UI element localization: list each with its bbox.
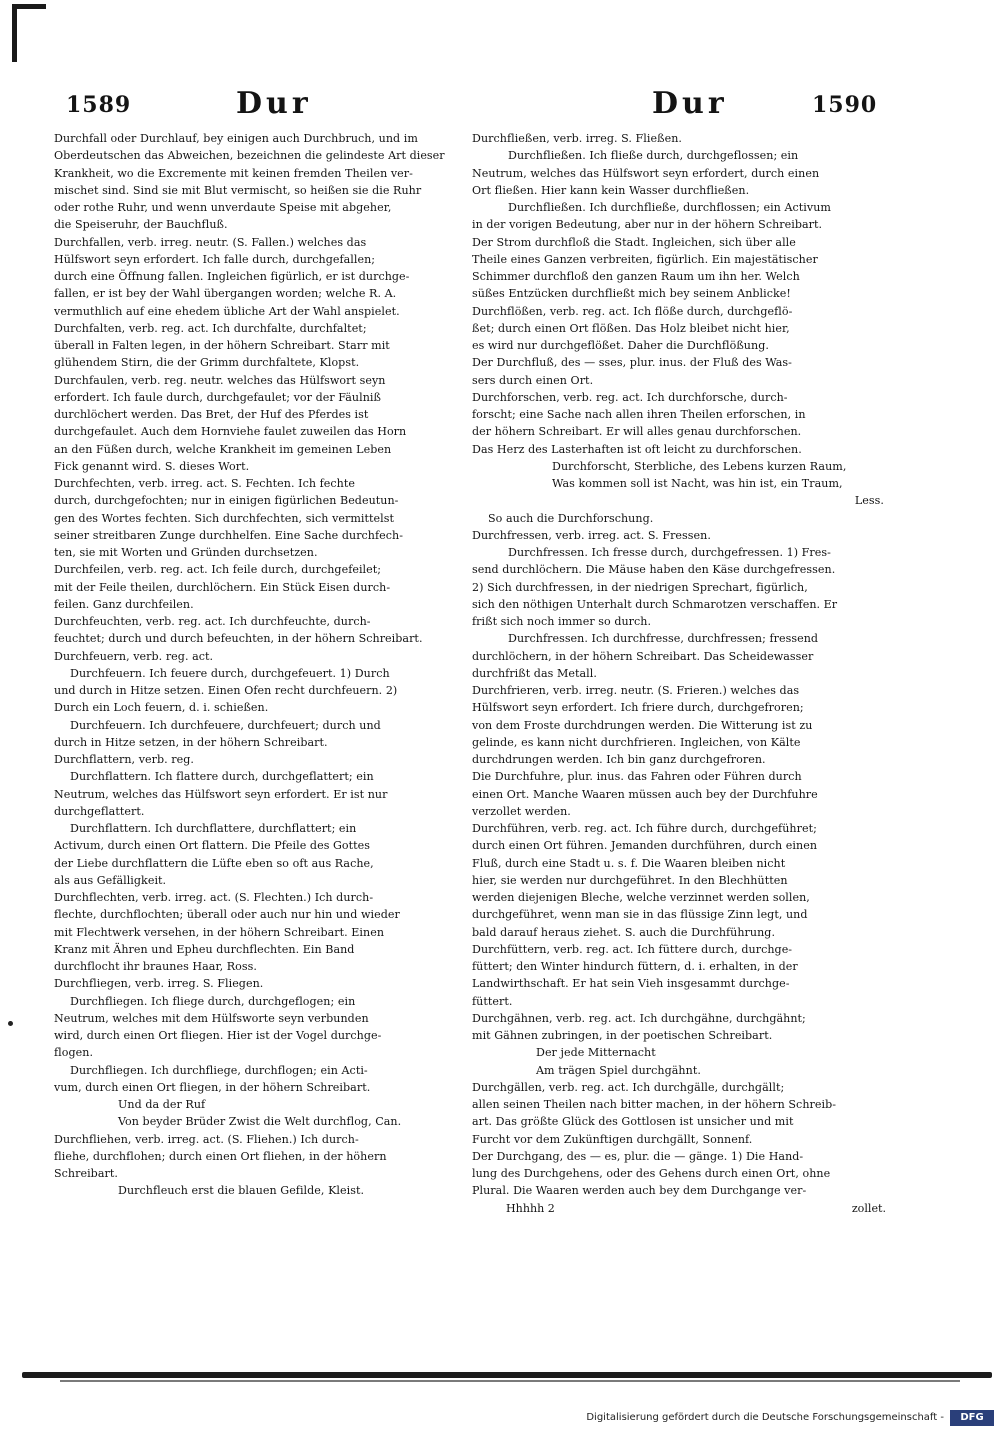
text-line: süßes Entzücken durchfließt mich bey seinem Anblicke! [472,287,791,301]
quote-line: Durchfleuch erst die blauen Gefilde, Kleist. [118,1184,365,1198]
text-line: seiner streitbaren Zunge durchhelfen. Eine Sache durchfech- [54,528,404,542]
text-line: als aus Gefälligkeit. [54,873,167,887]
text-line: flechte, durchflochten; überall oder auch nur hin und wieder [54,908,400,922]
text-line: gelinde, es kann nicht durchfrieren. Ingleichen, von Kälte [472,735,801,749]
text-line: mischet sind. Sind sie mit Blut vermischt, so heißen sie die Ruhr [54,183,422,197]
dfg-logo: DFG [950,1410,994,1426]
funding-credit: Digitalisierung gefördert durch die Deutsche Forschungsgemeinschaft - [586,1412,944,1423]
text-line: Schimmer durchfloß den ganzen Raum um ihn her. Welch [472,270,800,283]
text-line: mit Gähnen zubringen, in der poetischen Schreibart. [472,1029,773,1042]
entry-headword-line: Die Durchfuhre, plur. inus. das Fahren oder Führen durch [472,770,802,784]
text-line: durchgeführet, wenn man sie in das flüssige Zinn legt, und [472,908,808,922]
sub-entry-line: Durchflattern. Ich durchflattere, durchflattert; ein [70,822,357,835]
text-line: ßet; durch einen Ort flößen. Das Holz bleibet nicht hier, [472,321,790,335]
entry-headword-line: Durchfalten, verb. reg. act. Ich durchfalte, durchfaltet; [54,321,367,335]
text-line: feuchtet; durch und durch befeuchten, in der höhern Schreibart. [54,632,423,646]
text-line: 2) Sich durchfressen, in der niedrigen Sprechart, figürlich, [472,580,808,594]
text-line: erfordert. Ich faule durch, durchgefaulet; vor der Fäulniß [54,390,381,404]
text-line: durch, durchgefochten; nur in einigen figürlichen Bedeutun- [54,494,399,508]
text-line: gen des Wortes fechten. Sich durchfechten, sich vermittelst [54,511,394,525]
quote-line: Von beyder Brüder Zwist die Welt durchflog, Can. [118,1115,402,1129]
entry-headword-line: Durchfrieren, verb. irreg. neutr. (S. Frieren.) welches das [472,684,800,697]
text-line: Hülfswort seyn erfordert. Ich falle durch, durchgefallen; [54,252,376,266]
entry-headword-line: Durchfallen, verb. irreg. neutr. (S. Fallen.) welches das [54,235,367,249]
right-page-number: 1590 [812,92,878,118]
corner-mark-horizontal [12,4,46,9]
text-line: Krankheit, wo die Excremente mit keinen fremden Theilen ver- [54,166,413,180]
text-line: Fluß, durch eine Stadt u. s. f. Die Waaren bleiben nicht [472,856,786,870]
text-line: von dem Froste durchdrungen werden. Die Witterung ist zu [472,718,813,732]
entry-headword-line: Durchflechten, verb. irreg. act. (S. Flechten.) Ich durch- [54,891,374,904]
text-line: Theile eines Ganzen verbreiten, figürlich. Ein majestätischer [472,252,818,266]
text-line: Das Herz des Lasterhaften ist oft leicht zu durchforschen. [472,442,802,456]
text-line: der höhern Schreibart. Er will alles genau durchforschen. [472,425,802,439]
text-line: fallen, er ist bey der Wahl übergangen worden; welche R. A. [54,287,397,301]
text-line: Der Strom durchfloß die Stadt. Ingleichen, sich über alle [472,235,796,249]
text-line: in der vorigen Bedeutung, aber nur in der höhern Schreibart. [472,218,823,232]
signature-mark: Hhhhh 2 [506,1202,555,1215]
entry-headword-line: Durchfliegen, verb. irreg. S. Fliegen. [54,977,264,991]
entry-headword-line: Der Durchgang, des — es, plur. die — gänge. 1) Die Hand- [472,1149,804,1163]
text-line: ten, sie mit Worten und Gründen durchsetzen. [54,546,318,559]
catchword: zollet. [851,1202,886,1215]
entry-headword-line: Durchgällen, verb. reg. act. Ich durchgälle, durchgällt; [472,1080,785,1094]
entry-headword-line: Durchfüttern, verb. reg. act. Ich füttere durch, durchge- [472,942,793,956]
page-header [0,86,1000,126]
text-line: es wird nur durchgeflößet. Daher die Durchflößung. [472,339,769,352]
text-line: durchlöchert werden. Das Bret, der Huf des Pferdes ist [54,408,369,421]
sub-entry-line: Durchfliegen. Ich fliege durch, durchgeflogen; ein [70,994,356,1008]
text-line: die Speiseruhr, der Bauchfluß. [54,218,228,232]
text-line: und durch in Hitze setzen. Einen Ofen recht durchfeuern. 2) [54,684,398,697]
entry-headword-line: Durchfliehen, verb. irreg. act. (S. Fliehen.) Ich durch- [54,1132,359,1146]
text-line: So auch die Durchforschung. [488,511,654,525]
text-line: durch einen Ort führen. Jemanden durchführen, durch einen [472,839,818,853]
text-line: Kranz mit Ähren und Epheu durchflechten. Ein Band [54,942,355,956]
scan-bottom-shadow [60,1380,960,1382]
text-line: hier, sie werden nur durchgeführet. In den Blechhütten [472,873,788,887]
text-line: mit der Feile theilen, durchlöchern. Ein Stück Eisen durch- [54,580,391,594]
text-line: Oberdeutschen das Abweichen, bezeichnen die gelindeste Art dieser [54,149,445,163]
text-line: Durchfall oder Durchlauf, bey einigen auch Durchbruch, und im [54,132,418,145]
text-line: verzollet werden. [472,804,571,818]
text-line: überall in Falten legen, in der höhern Schreibart. Starr mit [54,339,390,352]
text-line: fliehe, durchflohen; durch einen Ort fliehen, in der höhern [54,1149,387,1163]
text-line: vermuthlich auf eine ehedem übliche Art der Wahl anspielet. [54,304,400,318]
text-line: send durchlöchern. Die Mäuse haben den Käse durchgefressen. [472,563,836,577]
text-line: durch in Hitze setzen, in der höhern Schreibart. [54,735,328,749]
left-column [54,130,464,1200]
entry-headword-line: Der Durchfluß, des — sses, plur. inus. der Fluß des Was- [472,356,792,370]
quote-line: Durchforscht, Sterbliche, des Lebens kurzen Raum, [552,459,847,473]
text-line: art. Das größte Glück des Gottlosen ist unsicher und mit [472,1115,794,1129]
entry-headword-line: Durchfließen, verb. irreg. S. Fließen. [472,132,682,145]
quote-line: Der jede Mitternacht [536,1046,656,1060]
text-line: vum, durch einen Ort fliegen, in der höhern Schreibart. [54,1080,371,1094]
text-line: füttert. [472,994,513,1008]
text-line: durch eine Öffnung fallen. Ingleichen figürlich, er ist durchge- [54,270,410,283]
text-line: der Liebe durchflattern die Lüfte eben so oft aus Rache, [54,856,374,870]
quote-line: Am trägen Spiel durchgähnt. [536,1063,701,1077]
quote-line: Und da der Ruf [118,1098,206,1111]
text-line: Landwirthschaft. Er hat sein Vieh insgesammt durchge- [472,977,790,991]
entry-headword-line: Durchflößen, verb. reg. act. Ich flöße durch, durchgeflö- [472,304,793,318]
left-page-number: 1589 [66,92,132,118]
text-line: werden diejenigen Bleche, welche verzinnet werden sollen, [472,891,810,904]
text-line: flogen. [54,1046,94,1060]
text-line: füttert; den Winter hindurch füttern, d. i. erhalten, in der [472,960,798,973]
quote-line: Was kommen soll ist Nacht, was hin ist, ein Traum, [552,477,843,490]
text-line: bald darauf heraus ziehet. S. auch die Durchführung. [472,925,776,939]
text-line: Neutrum, welches mit dem Hülfsworte seyn verbunden [54,1011,369,1025]
scan-corner-mark [12,4,46,62]
text-line: Ort fließen. Hier kann kein Wasser durchfließen. [472,183,750,197]
text-line: forscht; eine Sache nach allen ihren Theilen erforschen, in [472,408,806,421]
text-line: glühendem Stirn, die der Grimm durchfaltete, Klopst. [54,356,360,370]
text-line: durchflocht ihr braunes Haar, Ross. [54,960,257,973]
text-line: sich den nöthigen Unterhalt durch Schmarotzen verschaffen. Er [472,597,838,611]
text-line: durchdrungen werden. Ich bin ganz durchgefroren. [472,753,766,766]
text-line: Furcht vor dem Zukünftigen durchgällt, Sonnenf. [472,1132,753,1146]
text-line: Plural. Die Waaren werden auch bey dem Durchgange ver- [472,1184,807,1198]
text-line: an den Füßen durch, welche Krankheit im gemeinen Leben [54,442,392,456]
right-running-headword: Dur [652,86,728,121]
text-line: feilen. Ganz durchfeilen. [54,597,194,611]
right-column [472,130,886,1200]
sub-entry-line: Durchfeuern. Ich feuere durch, durchgefeuert. 1) Durch [70,666,390,680]
signature-line [478,1202,886,1220]
text-line: sers durch einen Ort. [472,373,594,387]
sub-entry-line: Durchfressen. Ich durchfresse, durchfressen; fressend [508,632,819,646]
text-line: Fick genannt wird. S. dieses Wort. [54,459,250,473]
sub-entry-line: Durchfressen. Ich fresse durch, durchgefressen. 1) Fres- [508,546,831,559]
corner-mark-vertical [12,4,17,62]
text-line: frißt sich noch immer so durch. [472,615,652,628]
entry-headword-line: Durchforschen, verb. reg. act. Ich durchforsche, durch- [472,390,788,404]
entry-headword-line: Durchfaulen, verb. reg. neutr. welches das Hülfswort seyn [54,373,386,387]
text-line: durchfrißt das Metall. [472,666,597,680]
entry-headword-line: Durchführen, verb. reg. act. Ich führe durch, durchgeführet; [472,822,817,835]
text-line: wird, durch einen Ort fliegen. Hier ist der Vogel durchge- [54,1029,382,1042]
text-line: einen Ort. Manche Waaren müssen auch bey der Durchfuhre [472,787,818,801]
text-line: durchgefaulet. Auch dem Hornviehe faulet zuweilen das Horn [54,425,407,439]
sub-entry-line: Durchflattern. Ich flattere durch, durchgeflattert; ein [70,770,374,784]
entry-headword-line: Durchgähnen, verb. reg. act. Ich durchgähne, durchgähnt; [472,1011,806,1025]
scan-speck [8,1021,13,1026]
text-line: durchlöchern, in der höhern Schreibart. Das Scheidewasser [472,649,814,663]
entry-headword-line: Durchflattern, verb. reg. [54,753,194,766]
text-line: Schreibart. [54,1167,118,1180]
sub-entry-line: Durchfeuern. Ich durchfeuere, durchfeuert; durch und [70,718,381,732]
left-running-headword: Dur [236,86,312,121]
text-line: allen seinen Theilen nach bitter machen, in der höhern Schreib- [472,1098,837,1111]
text-line: Durch ein Loch feuern, d. i. schießen. [54,701,269,715]
text-line: durchgeflattert. [54,804,145,818]
sub-entry-line: Durchfließen. Ich fließe durch, durchgeflossen; ein [508,149,799,163]
text-line: Neutrum, welches das Hülfswort seyn erfordert. Er ist nur [54,787,388,801]
entry-headword-line: Durchfressen, verb. irreg. act. S. Fressen. [472,528,711,542]
text-line: Activum, durch einen Ort flattern. Die Pfeile des Gottes [54,839,371,853]
entry-headword-line: Durchfeuern, verb. reg. act. [54,649,214,663]
sub-entry-line: Durchfließen. Ich durchfließe, durchflossen; ein Activum [508,201,831,214]
scan-bottom-edge [22,1372,992,1378]
text-line: oder rothe Ruhr, und wenn unverdaute Speise mit abgeher, [54,201,392,214]
text-line: mit Flechtwerk versehen, in der höhern Schreibart. Einen [54,925,385,939]
sub-entry-line: Durchfliegen. Ich durchfliege, durchflogen; ein Acti- [70,1063,368,1077]
text-line: Neutrum, welches das Hülfswort seyn erfordert, durch einen [472,166,820,180]
quote-attribution: Less. [854,494,884,508]
entry-headword-line: Durchfeilen, verb. reg. act. Ich feile durch, durchgefeilet; [54,563,382,577]
entry-headword-line: Durchfechten, verb. irreg. act. S. Fechten. Ich fechte [54,477,355,490]
text-line: Hülfswort seyn erfordert. Ich friere durch, durchgefroren; [472,701,804,715]
entry-headword-line: Durchfeuchten, verb. reg. act. Ich durchfeuchte, durch- [54,615,371,628]
text-line: lung des Durchgehens, oder des Gehens durch einen Ort, ohne [472,1167,831,1180]
